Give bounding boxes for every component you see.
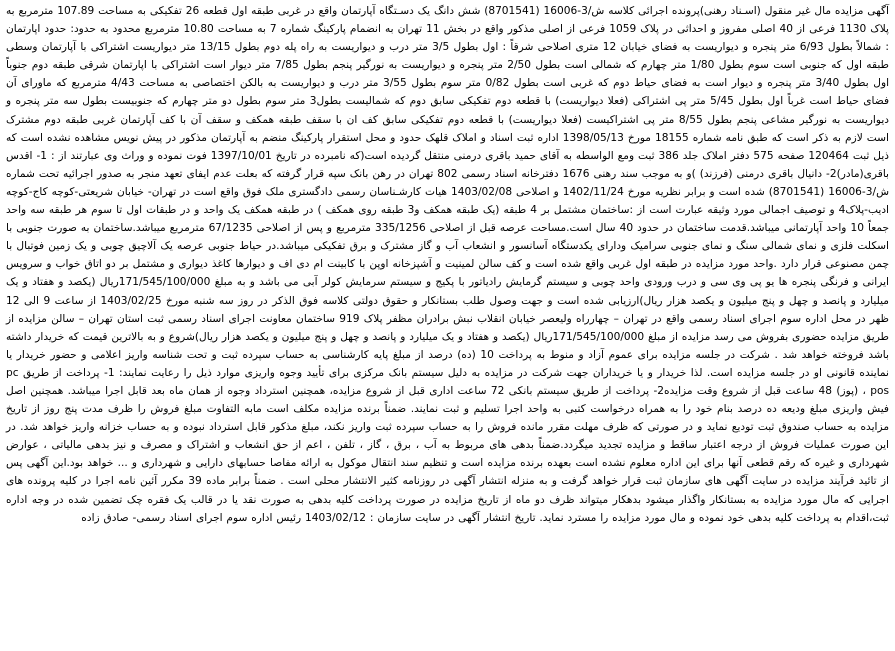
auction-notice-text: آگهی مزایده مال غیر منقول (اسـناد رهنی)پرونده اجرائی کلاسه ش/3-16006 (8701541) شش دانگ یک دسـتگاه آپارتمان واقع در غربی طبقه اول قطعه 26 تفکیکی به مساحت 107.89 مترمربع به پلاک 1130 فرعی از 40 اصلی مفروز و احداثی در پلاک 1059 فرعی از اصلی مذکور واقع در بخش 11 تهران به انضمام پارکینگ شماره 7 به مساحت 10.80 مترمربع محدود به حدود: حدود اپارتمان : شمالاً بطول 6/93 متر پنجره و دیواریست به فضای خیابان 12 متری اصلاحی شرقاً : اول بطول 3/5 متر درب و دیواریست به راه پله دوم بطول 13/15 متر دیواریست اشتراکی با آپارتمان وسطی طبقه اول که جنوبی است سوم بطول 1/80 متر چهارم که شمالی است بطول 2/50 متر پنجره و دیواریست به نورگیر پنجم بطول 7/85 متر دیوار است اشتراکی با اپارتمان شرقی طبقه دوم جنوباً اول بطول 3/40 متر پنجره و دیوار است به فضای حیاط دوم که غربی است بطول 0/82 متر سوم بطول 3/55 متر درب و دیواریست به بالکن اختصاصی به مساحت 4/43 مترمربع که ماورای آن فضای حیاط است غرباً اول بطول 5/45 متر پی اشتراکی (فعلا دیواریست) با قطعه دوم تفکیکی سابق دوم که شمالیست بطول3 متر سوم بطول دو متر چهارم که جنوبیست بطول سه متر پنجره و دیواریست به نورگیر مشاعی پنجم بطول 8/55 متر پی اشتراکیست (فعلا دیواریست) با قطعه دوم تفکیکی سابق کف ان با سقف طبقه همکف و سقف آن با کف آپارتمان غربی طبقه دوم مشترک است لازم به ذکر است که طبق نامه شماره 18155 مورخ 1398/05/13 اداره ثبت اسناد و املاک قلهک حدود و محل استقرار پارکینگ منضم به آپارتمان مذکور در پیش نویس مشاهده نشده است که ذیل ثبت 120464 صفحه 575 دفتر املاک جلد 386 ثبت ومع الواسطه به آقای حمید باقری درمنی منتقل گردیده است(که نامبرده در تاریخ 1397/10/01 فوت نموده و وراث وی عبارتند از : 1- اقدس باقری(مادر)2- دانیال باقری درمنی (فرزند) )و به موجب سند رهنی 1676 دفترخانه اسناد رسمی 802 تهران در رهن بانک سپه قرار گرفته که بعلت عدم ایفای تعهد منجر به صدور اجرائیه تحت شماره ش/3-16006 (8701541) شده است و برابر نظریه مورخ 1402/11/24 و اصلاحی 1403/02/08 هیات کارشـناسان رسمی دادگستری ملک فوق واقع است در تهران- خیابان شریعتی-کوچه کاج-کوچه ادیب-پلاک4 و توصیف اجمالی مورد وثیقه عبارت است از :ساختمان مشتمل بر 4 طبقه (یک طبقه همکف و3 طبقه روی همکف ) در طبقه همکف یک واحد و در طبقات اول تا سوم هر طبقه سه واحد جمعاً 10 واحد آپارتمانی میباشد.قدمت ساختمان در حدود 40 سال است.مساحت عرصه قبل از اصلاحی 335/1256 مترمربع و پس از اصلاحی 67/1235 مترمربع میباشد.ساختمان به صورت جنوبی با اسکلت فلزی و نمای شمالی سنگ و نمای جنوبی سرامیک ودارای یکدستگاه آسانسور و انشعاب آب و گاز مشترک و برق تفکیکی میباشد.در حیاط جنوبی عرصه یک آلاچیق چوبی و یک زمین فوتبال با چمن مصنوعی قرار دارد .واحد مورد مزایده در طبقه اول غربی واقع شده است و کف سالن لمینیت و آشپزخانه اوپن با کابینت ام دی اف و دیوارها کاغذ دیواری و مشتمل بر دو اتاق خواب و سرویس ایرانی و فرنگی پنجره ها یو پی وی سی و درب ورودی واحد چوبی و سیستم گرمایش رادیاتور با پکیج و سیستم سرمایش کولر آبی می باشد و به مبلغ 171/545/100/000ریال (یکصد و هفتاد و یک میلیارد و پانصد و چهل و پنج میلیون و یکصد هزار ریال)ارزیابی شده است و جهت وصول طلب بستانکار و حقوق دولتی کلاسه فوق الذکر در روز سه شنبه مورخ 1403/02/25 از ساعت 9 الی 12 ظهر در محل اداره سوم اجرای اسناد رسمی واقع در تهران – چهارراه ولیعصر خیابان انقلاب نبش برادران مظفر پلاک 919 ساختمان معاونت اجرای اسناد رسمی ثبت استان تهران – سالن مزایده از طریق مزایده حضوری بفروش می رسد مزایده از مبلغ 171/545/100/000ریال (یکصد و هفتاد و یک میلیارد و پانصد و چهل و پنج میلیون و یکصد هزار ریال)شروع و به بالاترین قیمت که خریدار داشته باشد فروخته خواهد شد . شرکت در جلسه مزایده برای عموم آزاد و منوط به پرداخت 10 (ده) درصد از مبلغ پایه کارشناسی به حساب سپرده ثبت و تحت شناسه واریز اعلامی و حضور خریدار یا نماینده قانونی او در جلسه مزایده است. لذا خریدار و یا خریداران جهت شرکت در مزایده به دلیل سیستم بانک مرکزی برای تأیید وجوه واریزی موارد ذیل را رعایت نمایند: 1- پرداخت از طریق pc pos ، (پوز) 48 ساعت قبل از شروع وقت مزایده2- پرداخت از طریق سیستم بانکی 72 ساعت اداری قبل از شروع مزایده، همچنین استرداد وجوه از همان ماه بعد قابل اجرا میباشد. همچنین اصل فیش واریزی مبلغ ودیعه ده درصد بنام خود را به همراه درخواست کتبی به واحد اجرا تسلیم و ثبت نمایند. ضمناً برنده مزایده مکلف است مابه التفاوت مبلغ فروش را ظرف مدت پنج روز از تاریخ مزایده به حساب صندوق ثبت تودیع نماید و در صورتی که ظرف مهلت مقرر مانده فروش را به حساب سپرده ثبت واریز نکند، مبلغ مذکور قابل استرداد نبوده و به حساب خزانه واریز خواهد شد. در این صورت عملیات فروش از درجه اعتبار ساقط و مزایده تجدید میگردد.ضمناً بدهی های مربوط به آب ، برق ، گاز ، تلفن ، اعم از حق انشعاب و اشتراک و مصرف و نیز بدهی مالیاتی ، عوارض شهرداری و غیره که رقم قطعی آنها برای این اداره معلوم نشده است بعهده برنده مزایده است و تنظیم سند انتقال موکول به ارائه مفاصا حسابهای دارایی و شهرداری و ... خواهد بود.این آگهی پس از تائید فرآیند مزایده در سایت آگهی های سازمان ثبت قرار خواهد گرفت و به منزله انتشار آگهی در روزنامه کثیر الانتشار محلی است . ضمناً برابر ماده 39 مکرر آئین نامه اجرا در کلیه پرونده های اجرایی که مال مورد مزایده به بستانکار واگذار میشود بدهکار میتواند ظرف دو ماه از تاریخ مزایده در صورت پرداخت کلیه بدهی به صورت نقد یا در قالب یک فقره چک تضمین شده در وجه اداره ثبت،اقدام به پرداخت کلیه بدهی خود نموده و مال مورد مزایده را مسترد نماید. تاریخ انتشار آگهی در سایت سازمان : 1403/02/12 رئیس اداره سوم اجرای اسناد رسمی- صادق زاده [6,5,890,524]
